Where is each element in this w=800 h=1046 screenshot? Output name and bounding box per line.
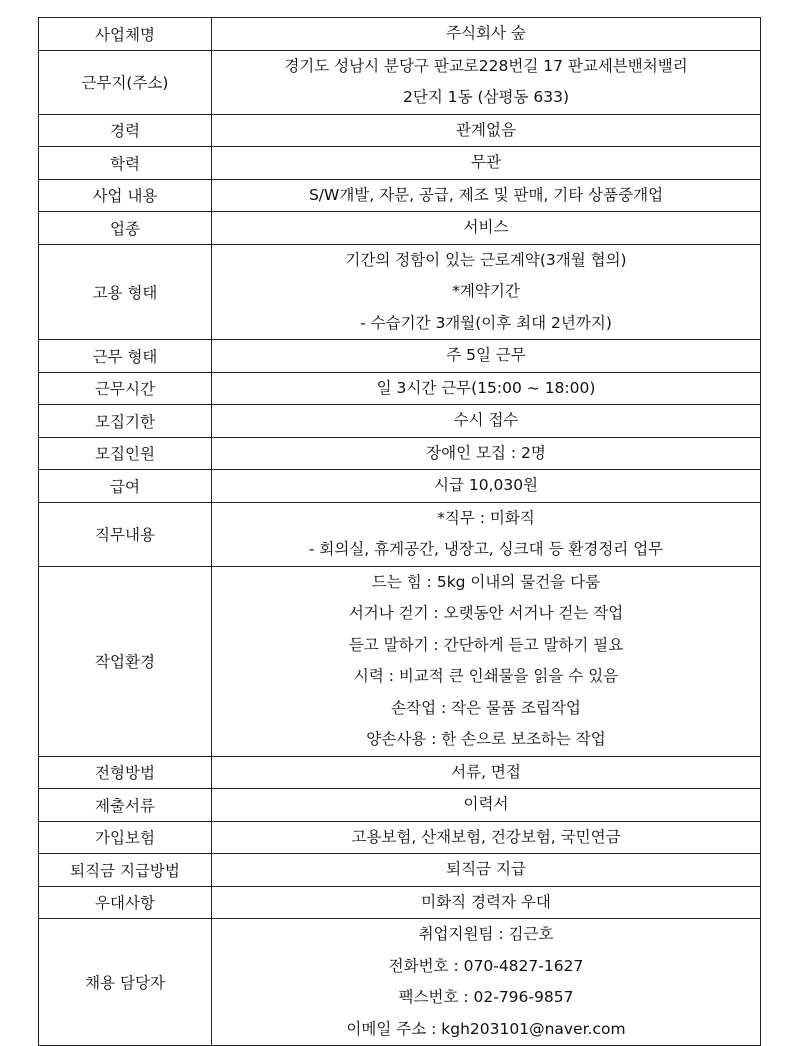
row-value-line: 경기도 성남시 분당구 판교로228번길 17 판교세븐밴처밸리 [284,56,688,75]
table-row [39,340,761,373]
table-row [39,18,761,51]
row-label: 직무내용 [39,502,212,566]
row-value-line: 고용보험, 산재보험, 건강보험, 국민연금 [351,827,621,846]
row-label: 근무 형태 [39,340,212,373]
row-label: 작업환경 [39,566,212,756]
row-value-line: 기간의 정함이 있는 근로계약(3개월 협의) [345,250,627,269]
row-value-line: 주 5일 근무 [446,346,526,364]
row-value [212,789,761,822]
row-label: 근무시간 [39,372,212,405]
table-row [39,821,761,854]
row-value-line: 무관 [471,153,501,171]
row-label: 학력 [39,147,212,180]
row-label: 사업 내용 [39,179,212,212]
row-value-line: 서거나 걷기 : 오랫동안 서거나 걷는 작업 [348,604,624,622]
row-value [212,147,761,180]
table-row [39,502,761,566]
row-value [212,18,761,51]
row-value-line: *계약기간 [452,282,520,300]
row-value-line: 서비스 [463,218,509,236]
row-label: 모집기한 [39,405,212,438]
job-info-table [38,17,761,1046]
row-value-line: - 수습기간 3개월(이후 최대 2년까지) [360,313,612,332]
row-value [212,821,761,854]
table-row [39,756,761,789]
table-row [39,437,761,470]
table-row [39,372,761,405]
row-value [212,212,761,245]
row-value [212,114,761,147]
table-row [39,179,761,212]
row-label: 퇴직금 지급방법 [39,854,212,887]
row-value-line: 이메일 주소 : kgh203101@naver.com [346,1019,626,1038]
table-row [39,919,761,1046]
table-row [39,405,761,438]
job-info-table-body [39,18,761,1046]
table-row [39,789,761,822]
row-value [212,437,761,470]
row-value [212,886,761,919]
row-label: 근무지(주소) [39,50,212,114]
row-value [212,919,761,1046]
row-value-line: 퇴직금 지급 [446,860,526,878]
table-row [39,470,761,503]
row-value-line: 손작업 : 작은 물품 조립작업 [391,698,581,717]
row-value-line: 주식회사 숲 [446,24,526,42]
table-row [39,566,761,756]
row-label: 업종 [39,212,212,245]
row-value [212,470,761,503]
row-value-line: 미화직 경력자 우대 [421,892,551,911]
row-value-line: 관계없음 [456,120,516,139]
table-row [39,854,761,887]
row-value-line: 드는 힘 : 5kg 이내의 물건을 다룸 [371,572,601,591]
row-value [212,244,761,340]
row-value-line: 2단지 1동 (삼평동 633) [402,88,570,106]
row-value [212,179,761,212]
row-label: 채용 담당자 [39,919,212,1046]
row-label: 고용 형태 [39,244,212,340]
row-value-line: 양손사용 : 한 손으로 보조하는 작업 [366,730,606,748]
row-value-line: S/W개발, 자문, 공급, 제조 및 판매, 기타 상품중개업 [308,185,664,204]
row-value [212,502,761,566]
row-value-line: - 회의실, 휴게공간, 냉장고, 싱크대 등 환경정리 업무 [308,540,664,558]
row-value-line: 서류, 면접 [451,762,521,781]
row-value [212,566,761,756]
row-value-line: 팩스번호 : 02-796-9857 [398,988,574,1006]
row-label: 우대사항 [39,886,212,919]
row-value-line: 일 3시간 근무(15:00 ~ 18:00) [376,378,596,397]
row-label: 가입보험 [39,821,212,854]
row-value [212,405,761,438]
row-label: 전형방법 [39,756,212,789]
table-row [39,244,761,340]
table-row [39,147,761,180]
table-row [39,114,761,147]
row-value-line: 시급 10,030원 [433,476,539,494]
row-value-line: 전화번호 : 070-4827-1627 [388,956,584,975]
row-value [212,372,761,405]
row-value [212,50,761,114]
row-value [212,340,761,373]
row-value-line: 수시 접수 [453,411,519,429]
row-value-line: 장애인 모집 : 2명 [426,443,546,462]
row-value-line: 이력서 [463,795,509,813]
table-row [39,50,761,114]
table-row [39,886,761,919]
row-label: 제출서류 [39,789,212,822]
row-value-line: 듣고 말하기 : 간단하게 듣고 말하기 필요 [348,635,624,654]
row-value [212,854,761,887]
row-label: 모집인원 [39,437,212,470]
row-value-line: *직무 : 미화직 [437,508,535,527]
table-row [39,212,761,245]
row-label: 급여 [39,470,212,503]
row-value-line: 취업지원팀 : 김근호 [418,925,554,943]
row-value-line: 시력 : 비교적 큰 인쇄물을 읽을 수 있음 [353,667,619,685]
row-value [212,756,761,789]
row-label: 경력 [39,114,212,147]
row-label: 사업체명 [39,18,212,51]
